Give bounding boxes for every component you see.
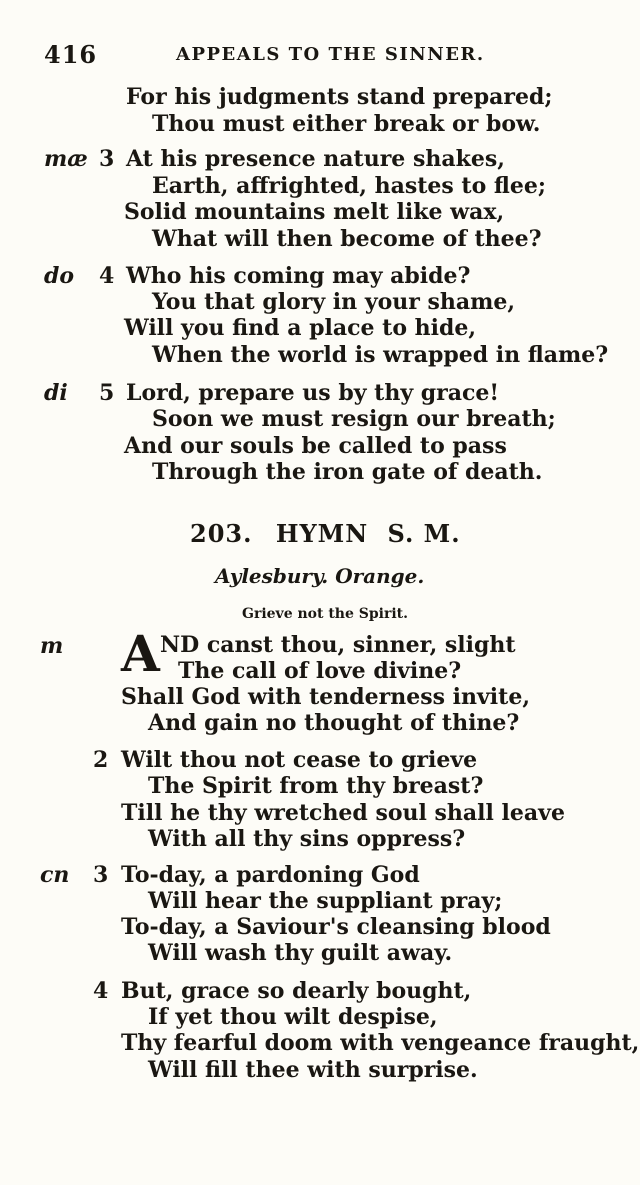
hymn-line: Who his coming may abide? (126, 263, 471, 289)
hymn-meter: S. M. (387, 519, 461, 548)
running-title: APPEALS TO THE SINNER. (176, 44, 485, 65)
hymn-line: Thou must either break or bow. (152, 111, 541, 137)
hymn-line: Wilt thou not cease to grieve (121, 747, 478, 773)
dynamic-mark: di (44, 380, 68, 406)
hymn-line: Soon we must resign our breath; (152, 406, 556, 432)
hymn-line: If yet thou wilt despise, (148, 1004, 438, 1030)
hymn-line: Will hear the suppliant pray; (148, 888, 503, 914)
hymn-line: At his presence nature shakes, (126, 146, 505, 172)
hymn-line: For his judgments stand prepared; (126, 84, 553, 110)
verse-number: 3 (93, 862, 109, 888)
hymn-subject: Grieve not the Spirit. (242, 606, 409, 622)
hymn-line: Will fill thee with surprise. (148, 1057, 478, 1083)
verse-number: 3 (99, 146, 115, 172)
hymn-line: You that glory in your shame, (152, 289, 516, 315)
hymn-line: What will then become of thee? (152, 226, 542, 252)
dynamic-mark: cn (40, 862, 70, 888)
verse-number: 4 (93, 978, 109, 1004)
hymn-line: Thy fearful doom with vengeance fraught, (121, 1030, 640, 1056)
hymn-line: Will wash thy guilt away. (148, 940, 453, 966)
hymn-line: To-day, a Saviour's cleansing blood (121, 914, 551, 940)
verse-number: 2 (93, 747, 109, 773)
hymn-number: 203. (190, 519, 253, 548)
hymn-line: Shall God with tenderness invite, (121, 684, 530, 710)
dynamic-mark: m (40, 633, 64, 659)
hymn-heading (190, 519, 461, 548)
drop-cap: A (121, 624, 160, 683)
hymn-line: Till he thy wretched soul shall leave (121, 800, 565, 826)
page-header (44, 40, 620, 74)
hymn-line: And gain no thought of thine? (148, 710, 520, 736)
hymn-line: And our souls be called to pass (124, 433, 507, 459)
hymn-line: To-day, a pardoning God (121, 862, 420, 888)
hymn-line: The call of love divine? (178, 658, 462, 684)
hymn-line: Will you find a place to hide, (124, 315, 477, 341)
hymn-line: With all thy sins oppress? (148, 826, 466, 852)
verse-number: 5 (99, 380, 115, 406)
hymn-line: When the world is wrapped in flame? (152, 342, 609, 368)
hymn-line: Solid mountains melt like wax, (124, 199, 505, 225)
hymn-line: Through the iron gate of death. (152, 459, 543, 485)
page-number: 416 (44, 40, 98, 69)
hymn-line: Earth, affrighted, hastes to flee; (152, 173, 547, 199)
tune-names: Aylesbury. Orange. (215, 564, 425, 588)
hymn-label: HYMN (275, 519, 369, 548)
hymn-line: Lord, prepare us by thy grace! (126, 380, 500, 406)
verse-number: 4 (99, 263, 115, 289)
dynamic-mark: mæ (44, 146, 88, 172)
hymn-line: But, grace so dearly bought, (121, 978, 472, 1004)
hymn-line: The Spirit from thy breast? (148, 773, 484, 799)
dynamic-mark: do (44, 263, 75, 289)
hymn-line: ND canst thou, sinner, slight (160, 632, 516, 658)
